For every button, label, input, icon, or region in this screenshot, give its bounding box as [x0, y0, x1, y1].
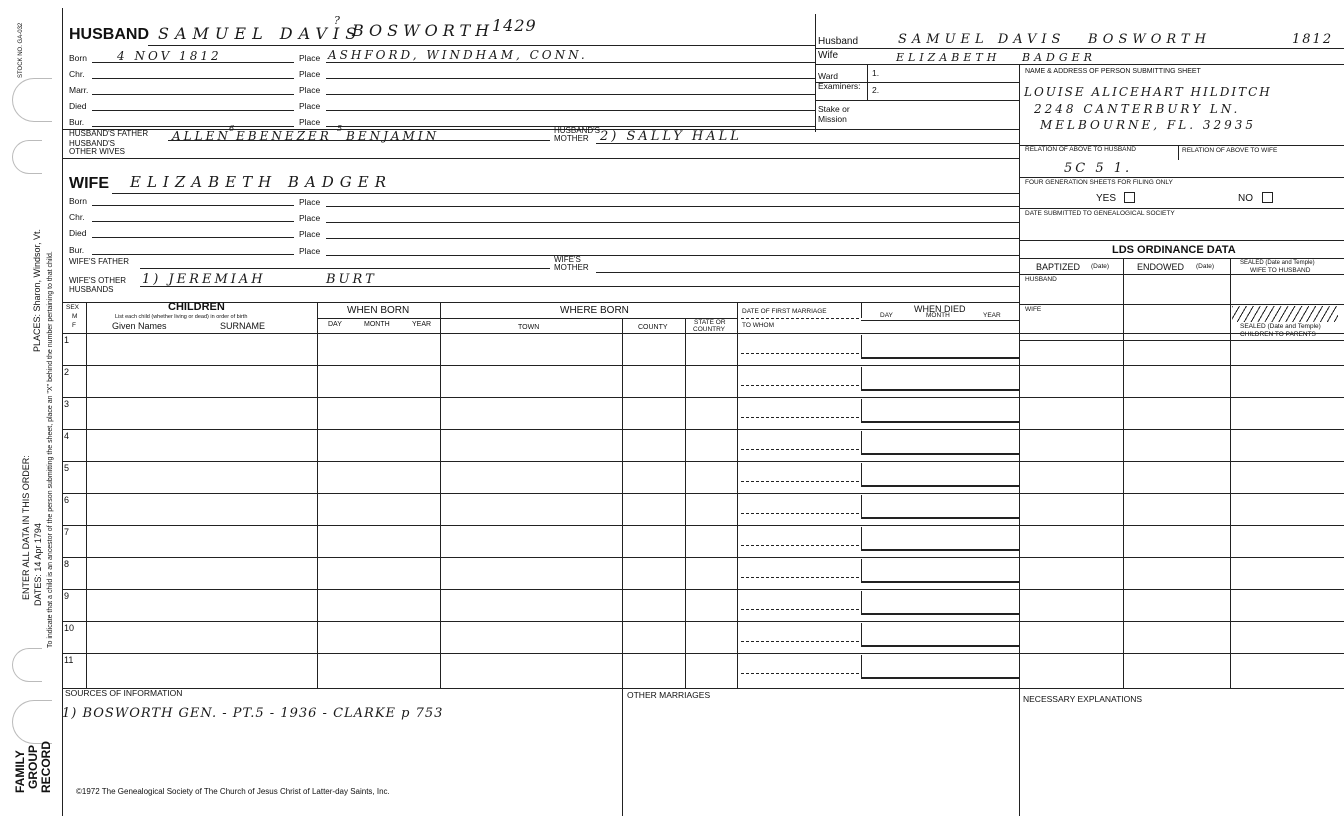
- yes-label: YES: [1096, 193, 1117, 204]
- given-names-label: Given Names: [112, 321, 167, 331]
- child-row-number: 10: [64, 623, 75, 633]
- four-gen-label: FOUR GENERATION SHEETS FOR FILING ONLY: [1025, 179, 1173, 186]
- county-label: COUNTY: [638, 324, 668, 331]
- husband-mother-name: 2) SALLY HALL: [600, 129, 742, 144]
- husband-marr-label: Marr.: [69, 85, 89, 95]
- wife-born-place-label: Place: [299, 197, 321, 207]
- died-day-label: DAY: [880, 312, 893, 319]
- submitter-city: MELBOURNE, FL. 32935: [1040, 118, 1257, 132]
- places-note: PLACES: Sharon, Windsor, Vt.: [32, 228, 42, 352]
- baptized-label: BAPTIZED: [1036, 262, 1081, 272]
- child-row-number: 4: [64, 431, 70, 441]
- husband-bur-label: Bur.: [69, 117, 85, 127]
- child-row-number: 9: [64, 591, 70, 601]
- right-husband-year: 1812: [1292, 32, 1334, 47]
- endowed-date-label: (Date): [1196, 263, 1215, 270]
- stock-number: STOCK NO. GA-032: [18, 22, 24, 78]
- husband-father-sup1: 6: [229, 124, 238, 133]
- children-subheading: List each child (whether living or dead) in order of birth: [115, 314, 248, 320]
- where-born-label: WHERE BORN: [560, 305, 629, 316]
- husband-died-place-label: Place: [299, 101, 321, 111]
- sex-f-label: F: [72, 322, 76, 329]
- husband-father-last: BENJAMIN: [346, 129, 440, 143]
- husband-died-label: Died: [69, 101, 87, 111]
- sealed-hatch: [1232, 306, 1338, 322]
- died-month-label: MONTH: [926, 312, 950, 319]
- to-whom-label: TO WHOM: [742, 322, 775, 329]
- husband-chr-label: Chr.: [69, 69, 85, 79]
- husband-born-place-label: Place: [299, 53, 321, 63]
- child-row-number: 6: [64, 495, 70, 505]
- husband-born-label: Born: [69, 53, 87, 63]
- mission-label: Mission: [818, 114, 847, 124]
- when-born-label: WHEN BORN: [347, 305, 410, 316]
- form-title-3: RECORD: [39, 740, 53, 793]
- wife-father-label: WIFE'S FATHER: [69, 257, 130, 266]
- wife-heading: WIFE: [69, 175, 109, 192]
- no-checkbox[interactable]: [1262, 192, 1273, 203]
- date-submitted-label: DATE SUBMITTED TO GENEALOGICAL SOCIETY: [1025, 210, 1175, 217]
- husband-born-value: 4 NOV 1812: [117, 49, 222, 63]
- children-heading: CHILDREN: [168, 301, 225, 313]
- born-day-label: DAY: [328, 321, 342, 328]
- order-note: ENTER ALL DATA IN THIS ORDER:: [21, 455, 31, 600]
- husband-surname: BOSWORTH: [352, 21, 495, 40]
- sealed-children-label-1: SEALED (Date and Temple): [1240, 323, 1321, 330]
- husband-mother-label-1: HUSBAND'S: [554, 126, 600, 135]
- child-row-number: 8: [64, 559, 70, 569]
- right-wife-name: ELIZABETH: [896, 51, 1001, 64]
- endowed-label: ENDOWED: [1137, 262, 1184, 272]
- punch-hole-4: [12, 700, 52, 744]
- submitter-name: LOUISE ALICEHART HILDITCH: [1024, 85, 1272, 99]
- other-marriages-label: OTHER MARRIAGES: [627, 690, 711, 700]
- baptized-date-label: (Date): [1091, 263, 1110, 270]
- born-year-label: YEAR: [412, 321, 432, 328]
- child-row-number: 5: [64, 463, 70, 473]
- relation-wife-label: RELATION OF ABOVE TO WIFE: [1182, 147, 1278, 154]
- wife-other-husband-surname: BURT: [326, 272, 377, 287]
- source-entry: 1) BOSWORTH GEN. - PT.5 - 1936 - CLARKE p 753: [62, 706, 444, 721]
- sex-m-label: M: [72, 313, 78, 320]
- dates-note: DATES: 14 Apr 1794: [33, 523, 43, 606]
- first-marriage-label: DATE OF FIRST MARRIAGE: [742, 308, 827, 315]
- lds-wife-row-label: WIFE: [1025, 306, 1042, 313]
- lds-husband-row-label: HUSBAND: [1025, 276, 1057, 283]
- husband-chr-place-label: Place: [299, 69, 321, 79]
- sex-label: SEX: [66, 304, 80, 311]
- sources-label: SOURCES OF INFORMATION: [65, 688, 183, 698]
- husband-bur-place-label: Place: [299, 117, 321, 127]
- child-row-number: 2: [64, 367, 70, 377]
- copyright-notice: ©1972 The Genealogical Society of The Church of Jesus Christ of Latter-day Saints, Inc.: [76, 787, 390, 796]
- sealed-wife-label-2: WIFE TO HUSBAND: [1250, 267, 1311, 274]
- husband-mother-label-2: MOTHER: [554, 134, 589, 143]
- husband-father-sup2: 5: [337, 124, 346, 133]
- form-title-1: FAMILY: [13, 750, 27, 793]
- examiner-1-label: 1.: [872, 68, 880, 78]
- punch-hole-1: [12, 78, 52, 122]
- born-month-label: MONTH: [364, 321, 390, 328]
- husband-born-place-value: ASHFORD, WINDHAM, CONN.: [328, 48, 588, 62]
- examiners-label: Examiners:: [818, 81, 861, 91]
- sealed-wife-label-1: SEALED (Date and Temple): [1240, 260, 1315, 266]
- died-year-label: YEAR: [983, 312, 1001, 319]
- wife-other-husbands-label-1: WIFE'S OTHER: [69, 276, 127, 285]
- ward-label: Ward: [818, 71, 838, 81]
- right-wife-surname: BADGER: [1022, 51, 1096, 64]
- right-husband-surname: BOSWORTH: [1088, 32, 1211, 47]
- punch-hole-2: [12, 140, 42, 174]
- right-husband-label: Husband: [818, 36, 859, 47]
- surname-label: SURNAME: [220, 321, 266, 331]
- child-row-number: 7: [64, 527, 70, 537]
- husband-other-wives-label-1: HUSBAND'S: [69, 139, 115, 148]
- wife-bur-label: Bur.: [69, 245, 85, 255]
- lds-heading: LDS ORDINANCE DATA: [1112, 244, 1236, 256]
- husband-father-mid: EBENEZER: [236, 129, 332, 143]
- wife-other-husbands-label-2: HUSBANDS: [69, 285, 114, 294]
- husband-other-wives-label-2: OTHER WIVES: [69, 147, 126, 156]
- husband-father-name: ALLEN: [172, 129, 231, 143]
- submitter-address: 2248 CANTERBURY LN.: [1034, 102, 1241, 116]
- indicate-note: To indicate that a child is an ancestor of the person submitting the sheet, place an "X" behind the number pertaining to that child.: [47, 251, 54, 648]
- wife-bur-place-label: Place: [299, 246, 321, 256]
- husband-given-names: SAMUEL DAVIS: [158, 24, 363, 43]
- child-row-number: 3: [64, 399, 70, 409]
- right-wife-label: Wife: [818, 50, 838, 61]
- state-label-1: STATE OR: [694, 319, 726, 326]
- wife-chr-place-label: Place: [299, 213, 321, 223]
- sealed-children-label-2: CHILDREN TO PARENTS: [1240, 331, 1316, 338]
- relation-husband-label: RELATION OF ABOVE TO HUSBAND: [1025, 146, 1136, 153]
- husband-record-code: 1429: [492, 16, 537, 35]
- wife-full-name: ELIZABETH BADGER: [130, 173, 393, 191]
- child-row-number: 1: [64, 335, 70, 345]
- wife-died-place-label: Place: [299, 229, 321, 239]
- town-label: TOWN: [518, 324, 540, 331]
- child-row-number: 11: [64, 655, 74, 665]
- wife-mother-label-1: WIFE'S: [554, 255, 581, 264]
- wife-died-label: Died: [69, 228, 87, 238]
- husband-name-mark: ?: [334, 14, 343, 27]
- form-title-2: GROUP: [26, 744, 40, 789]
- husband-heading: HUSBAND: [69, 26, 149, 43]
- examiner-2-label: 2.: [872, 85, 880, 95]
- explanations-label: NECESSARY EXPLANATIONS: [1023, 694, 1143, 704]
- stake-label: Stake or: [818, 104, 850, 114]
- submitter-label: NAME & ADDRESS OF PERSON SUBMITTING SHEET: [1025, 68, 1201, 75]
- husband-marr-place-label: Place: [299, 85, 321, 95]
- yes-checkbox[interactable]: [1124, 192, 1135, 203]
- when-died-label: WHEN DIED: [914, 304, 966, 314]
- wife-mother-label-2: MOTHER: [554, 263, 589, 272]
- wife-born-label: Born: [69, 196, 87, 206]
- relation-value: 5C 5 1.: [1064, 161, 1133, 176]
- no-label: NO: [1238, 193, 1253, 204]
- state-label-2: COUNTRY: [693, 326, 726, 333]
- punch-hole-3: [12, 648, 42, 682]
- wife-chr-label: Chr.: [69, 212, 85, 222]
- wife-other-husband-given: 1) JEREMIAH: [142, 272, 266, 287]
- husband-father-label: HUSBAND'S FATHER: [69, 129, 149, 138]
- right-husband-name: SAMUEL DAVIS: [898, 32, 1066, 47]
